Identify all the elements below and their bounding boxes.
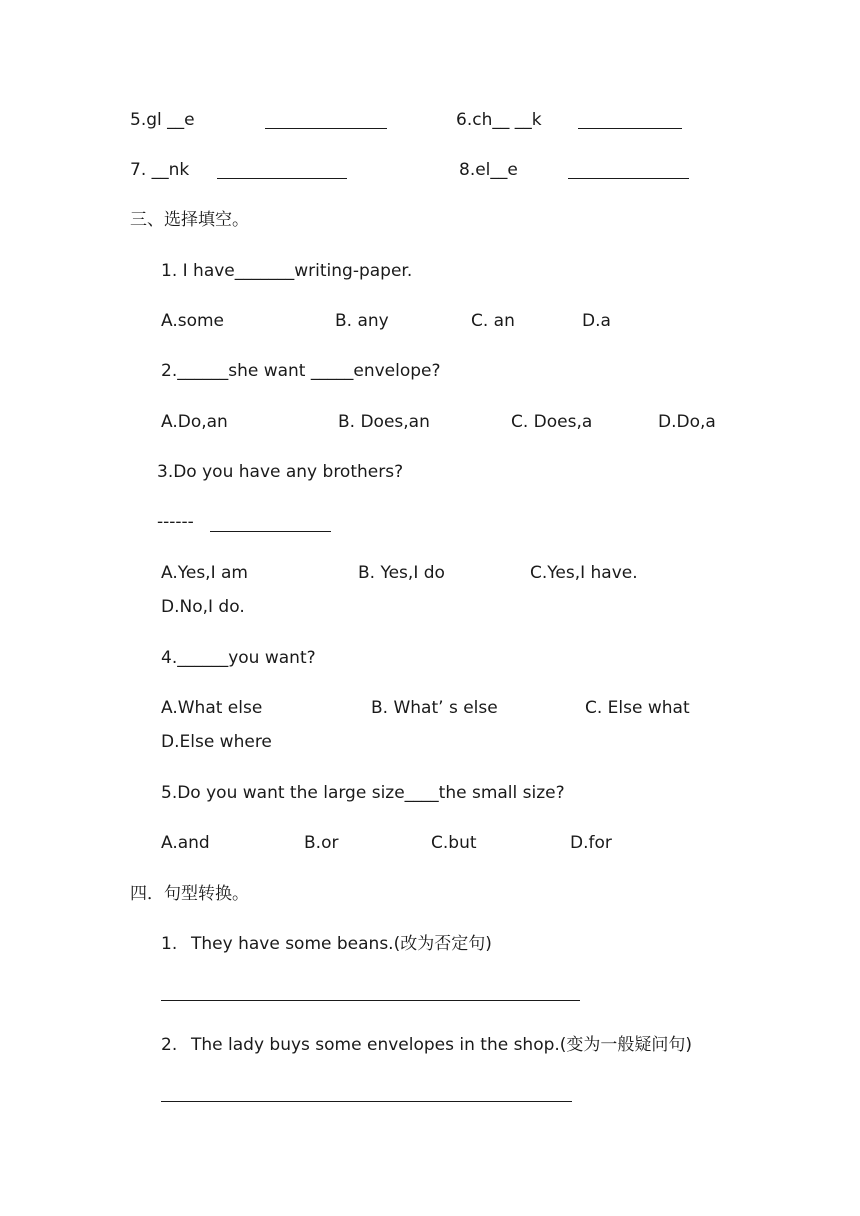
- question-3-option-c[interactable]: C.Yes,I have.: [530, 563, 638, 583]
- transform-2-text: The lady buys some envelopes in the shop.(变为一般疑问句): [191, 1035, 693, 1055]
- question-4-option-c[interactable]: C. Else what: [585, 698, 690, 718]
- question-3-answer-blank[interactable]: [210, 531, 331, 532]
- question-2-option-b[interactable]: B. Does,an: [338, 412, 430, 432]
- question-2-stem: 2.______she want _____envelope?: [161, 361, 441, 381]
- question-2-option-d[interactable]: D.Do,a: [658, 412, 716, 432]
- question-5-option-a[interactable]: A.and: [161, 833, 210, 853]
- question-4-option-b[interactable]: B. What’ s else: [371, 698, 498, 718]
- question-5-option-b[interactable]: B.or: [304, 833, 339, 853]
- item-8-word: 8.el__e: [459, 160, 518, 180]
- question-5-option-d[interactable]: D.for: [570, 833, 612, 853]
- question-3-option-a[interactable]: A.Yes,I am: [161, 563, 248, 583]
- question-3-option-d[interactable]: D.No,I do.: [161, 597, 245, 617]
- item-7-word: 7. __nk: [130, 160, 190, 180]
- question-1-stem: 1. I have_______writing-paper.: [161, 261, 413, 281]
- transform-1-answer-line[interactable]: [161, 1000, 580, 1001]
- transform-1-number: 1.: [161, 934, 178, 954]
- question-4-option-a[interactable]: A.What else: [161, 698, 263, 718]
- question-3-stem: 3.Do you have any brothers?: [157, 462, 404, 482]
- question-3-option-b[interactable]: B. Yes,I do: [358, 563, 445, 583]
- question-4-stem: 4.______you want?: [161, 648, 316, 668]
- question-1-option-b[interactable]: B. any: [335, 311, 389, 331]
- question-2-option-a[interactable]: A.Do,an: [161, 412, 228, 432]
- transform-2-answer-line[interactable]: [161, 1101, 572, 1102]
- question-1-option-d[interactable]: D.a: [582, 311, 611, 331]
- question-4-option-d[interactable]: D.Else where: [161, 732, 272, 752]
- item-5-word: 5.gl __e: [130, 110, 195, 130]
- question-1-option-c[interactable]: C. an: [471, 311, 515, 331]
- section-4-heading: 四．句型转换。: [130, 884, 249, 904]
- transform-1-text: They have some beans.(改为否定句): [191, 934, 492, 954]
- question-5-stem: 5.Do you want the large size____the small size?: [161, 783, 565, 803]
- answer-blank-5[interactable]: [265, 128, 387, 129]
- section-3-heading: 三、选择填空。: [130, 210, 249, 230]
- item-6-word: 6.ch__ __k: [456, 110, 542, 130]
- question-1-option-a[interactable]: A.some: [161, 311, 225, 331]
- question-2-option-c[interactable]: C. Does,a: [511, 412, 593, 432]
- question-3-answer-prefix: ------: [157, 512, 194, 532]
- answer-blank-8[interactable]: [568, 178, 689, 179]
- transform-2-number: 2.: [161, 1035, 178, 1055]
- answer-blank-6[interactable]: [578, 128, 682, 129]
- answer-blank-7[interactable]: [217, 178, 347, 179]
- question-5-option-c[interactable]: C.but: [431, 833, 477, 853]
